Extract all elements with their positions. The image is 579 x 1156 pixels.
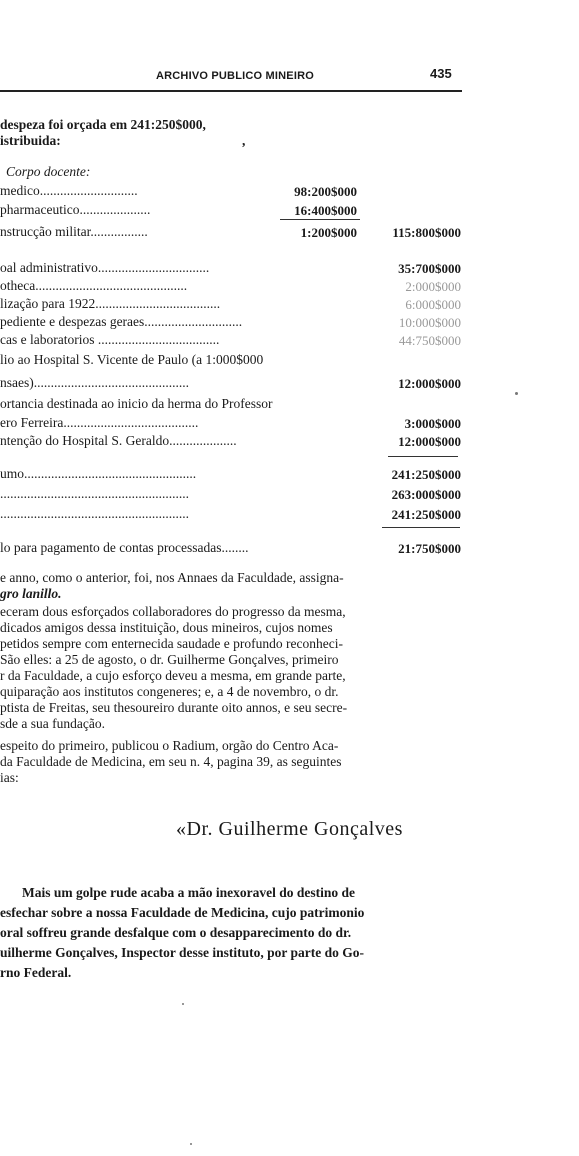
- body-text-line: sde a sua fundação.: [0, 716, 105, 731]
- body-text-line: petidos sempre com enternecida saudade e profundo reconheci-: [0, 636, 343, 651]
- budget-line-label: otheca.............................................: [0, 278, 188, 293]
- total-line-label: ........................................................: [0, 486, 189, 501]
- budget-line-label: pediente e despezas geraes.............................: [0, 314, 243, 329]
- budget-line-amount: 35:700$000: [398, 261, 461, 276]
- body-text-line: eceram dous esforçados collaboradores do progresso da mesma,: [0, 604, 346, 619]
- header-rule: [0, 90, 462, 92]
- total-line-amount: 241:250$000: [391, 467, 461, 482]
- total-line-label: umo...................................................: [0, 466, 197, 481]
- budget-line-amount: 2:000$000: [405, 279, 461, 294]
- body-text-line: São elles: a 25 de agosto, o dr. Guilherme Gonçalves, primeiro: [0, 652, 339, 667]
- body-text-line: ptista de Freitas, seu thesoureiro durante oito annos, e seu secre-: [0, 700, 348, 715]
- total-line-amount: 263:000$000: [391, 487, 461, 502]
- budget-line-label: oal administrativo.................................: [0, 260, 210, 275]
- budget-line-amount: 44:750$000: [398, 333, 461, 348]
- corpo-docente-label: Corpo docente:: [6, 164, 91, 179]
- budget-line-label: medico.............................: [0, 183, 138, 198]
- intro-line: despeza foi orçada em 241:250$000,: [0, 117, 206, 132]
- budget-line-amount: 6:000$000: [405, 297, 461, 312]
- body-text-line: r da Faculdade, a cujo esforço deveu a mesma, em grande parte,: [0, 668, 346, 683]
- budget-line-label: nstrucção militar.................: [0, 224, 148, 239]
- total-rule: [388, 456, 458, 457]
- quote-text-line: Mais um golpe rude acaba a mão inexoravel do destino de: [22, 885, 355, 900]
- body-text-line: dicados amigos dessa instituição, dous mineiros, cujos nomes: [0, 620, 333, 635]
- body-text-line: ias:: [0, 770, 19, 785]
- budget-line-amount: 10:000$000: [398, 315, 461, 330]
- quote-heading: «Dr. Guilherme Gonçalves: [176, 818, 403, 840]
- budget-line-amount: 16:400$000: [294, 203, 357, 218]
- budget-line-amount: 1:200$000: [300, 225, 357, 240]
- total-line-label: ........................................................: [0, 506, 189, 521]
- body-text-line: espeito do primeiro, publicou o Radium, orgão do Centro Aca-: [0, 738, 339, 753]
- budget-line-label: pharmaceutico.....................: [0, 202, 151, 217]
- total-line-amount: 241:250$000: [391, 507, 461, 522]
- budget-line-label: cas e laboratorios ....................................: [0, 332, 220, 347]
- page-number: 435: [430, 66, 452, 81]
- scan-speck: [182, 1003, 184, 1005]
- quote-text-line: oral soffreu grande desfalque com o desapparecimento do dr.: [0, 925, 352, 940]
- running-header-title: ARCHIVO PUBLICO MINEIRO: [156, 70, 314, 82]
- budget-line-amount: 12:000$000: [398, 434, 461, 449]
- body-text-line: da Faculdade de Medicina, em seu n. 4, pagina 39, as seguintes: [0, 754, 342, 769]
- budget-line-label: ero Ferreira........................................: [0, 415, 199, 430]
- stray-comma: ,: [242, 133, 246, 148]
- budget-line-label: ntenção do Hospital S. Geraldo....................: [0, 433, 237, 448]
- scan-speck: [515, 392, 518, 395]
- budget-line-label: lio ao Hospital S. Vicente de Paulo (a 1:000$000: [0, 352, 264, 367]
- quote-text-line: esfechar sobre a nossa Faculdade de Medicina, cujo patrimonio: [0, 905, 365, 920]
- scan-speck: [190, 1143, 192, 1145]
- budget-line-amount: 3:000$000: [404, 416, 461, 431]
- subtotal-rule: [280, 219, 360, 220]
- body-text-line: quiparação aos institutos congeneres; e, a 4 de novembro, o dr.: [0, 684, 339, 699]
- budget-line-label: ortancia destinada ao inicio da herma do Professor: [0, 396, 273, 411]
- body-text-line: gro lanillo.: [0, 586, 62, 601]
- body-text-line: e anno, como o anterior, foi, nos Annaes da Faculdade, assigna-: [0, 570, 344, 585]
- budget-line-label: nsaes)..............................................: [0, 375, 189, 390]
- balance-rule: [382, 527, 460, 528]
- quote-text-line: uilherme Gonçalves, Inspector desse instituto, por parte do Go-: [0, 945, 364, 960]
- quote-text-line: rno Federal.: [0, 965, 72, 980]
- budget-line-amount: 98:200$000: [294, 184, 357, 199]
- budget-line-label: lização para 1922.....................................: [0, 296, 221, 311]
- budget-line-amount: 12:000$000: [398, 376, 461, 391]
- intro-line: istribuida:: [0, 133, 61, 148]
- balance-line-amount: 21:750$000: [398, 541, 461, 556]
- balance-line-label: lo para pagamento de contas processadas........: [0, 540, 249, 555]
- budget-line-subtotal: 115:800$000: [392, 225, 461, 240]
